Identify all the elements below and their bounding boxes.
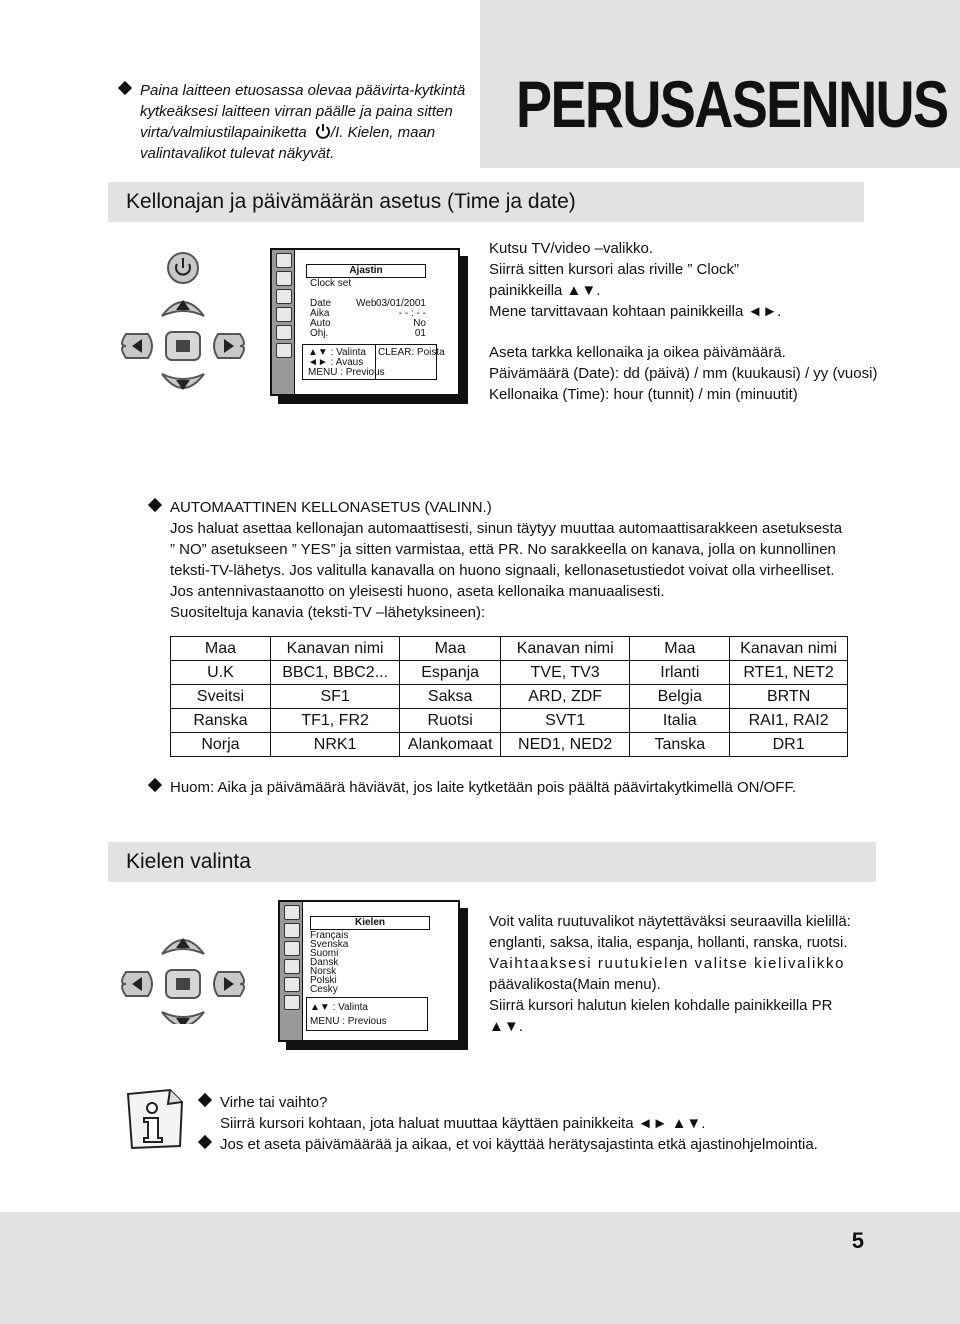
osd-header: Ajastin [306,264,426,278]
osd-help: MENU : Previous [308,367,385,378]
intro-line: virta/valmiustilapainiketta [140,124,307,141]
table-header-cell: Kanavan nimi [730,637,848,661]
auto-text-line: Jos haluat asettaa kellonajan automaattisesti, sinun täytyy muuttaa automaattisarakkeen asetuksesta [170,520,843,537]
info-icon [122,1088,186,1150]
osd-clock-menu [270,248,460,396]
section-title: Kielen valinta [126,850,251,873]
osd-row-label: Aika [310,308,330,319]
intro-line: /I. Kielen, maan [330,124,436,141]
bullet-icon [148,498,162,512]
osd-sub: Clock set [310,278,352,289]
instruction-line: Päivämäärä (Date): dd (päivä) / mm (kuukausi) / yy (vuosi) [489,365,878,382]
bullet-icon [198,1135,212,1149]
auto-text-line: Suositeltuja kanavia (teksti-TV –lähetyksineen): [170,604,486,621]
table-header-cell: Kanavan nimi [500,637,629,661]
instruction-line: englanti, saksa, italia, espanja, hollanti, ranska, ruotsi. [489,934,848,951]
auto-clock-section [150,497,870,623]
instruction-line: Vaihtaaksesi ruutukielen valitse kielivalikko [489,955,846,972]
table-cell: Irlanti [630,661,730,685]
table-cell: RAI1, RAI2 [730,709,848,733]
language-option[interactable]: Polski [310,975,337,986]
table-cell: Belgia [630,685,730,709]
instruction-line: Aseta tarkka kellonaika ja oikea päivämäärä. [489,344,786,361]
table-cell: Sveitsi [171,685,271,709]
section-heading-time-date [108,182,864,222]
instruction-line: ▲▼. [489,1018,523,1035]
instruction-line: Siirrä kursori halutun kielen kohdalle painikkeilla PR [489,997,833,1014]
intro-line: valintavalikot tulevat näkyvät. [140,145,335,162]
section-title: Kellonajan ja päivämäärän asetus (Time ja date) [126,190,576,213]
table-cell: TF1, FR2 [270,709,399,733]
instruction-line: Voit valita ruutuvalikot näytettäväksi seuraavilla kielillä: [489,913,851,930]
osd-language-menu [278,900,460,1042]
page-number: 5 [851,1228,864,1253]
auto-text-line: teksti-TV-lähetys. Jos valitulla kanavalla on huono signaali, kellonasetustiedot voivat olla virheelliset. [170,562,835,579]
table-cell: Alankomaat [400,733,501,757]
osd-row-label: Date [310,298,332,309]
table-cell: Tanska [630,733,730,757]
intro-text [120,80,480,164]
title-band [480,0,960,168]
section-heading-language [108,842,876,882]
osd-row-label: Auto [310,318,331,329]
osd-row-value: 03/01/2001 [375,298,426,309]
bullet-icon [198,1093,212,1107]
table-cell: NED1, NED2 [500,733,629,757]
table-cell: Espanja [400,661,501,685]
note [150,777,910,798]
instruction-line: painikkeilla ▲▼. [489,282,601,299]
intro-line: kytkeäksesi laitteen virran päälle ja paina sitten [140,103,453,120]
table-cell: BBC1, BBC2... [270,661,399,685]
osd-clear: CLEAR: Poista [378,347,445,358]
osd-help: ◄► : Avaus [308,357,364,368]
table-cell: DR1 [730,733,848,757]
osd-row-value: - - : - - [398,308,426,319]
language-option[interactable]: Norsk [310,966,337,977]
language-option[interactable]: Français [310,930,349,941]
channel-table [170,636,848,757]
footer-band [0,1212,960,1324]
table-cell: Norja [171,733,271,757]
osd-help: MENU : Previous [310,1016,387,1027]
table-header-cell: Maa [171,637,271,661]
language-instructions [489,911,879,1037]
instruction-line: Siirrä sitten kursori alas riville ” Clock” [489,261,740,278]
bullet-icon [148,778,162,792]
info-text: Siirrä kursori kohtaan, jota haluat muuttaa käyttäen painikkeita ◄► ▲▼. [220,1115,706,1132]
table-cell: ARD, ZDF [500,685,629,709]
language-option[interactable]: Svenska [310,939,349,950]
instruction-line: Kellonaika (Time): hour (tunnit) / min (minuutit) [489,386,798,403]
table-cell: BRTN [730,685,848,709]
table-cell: Saksa [400,685,501,709]
info-text: Virhe tai vaihto? [220,1094,328,1111]
remote-control-icon [118,246,248,396]
instruction-line: Mene tarvittavaan kohtaan painikkeilla ◄►. [489,303,782,320]
remote-control-icon [118,934,248,1024]
info-notes [200,1092,940,1155]
osd-row-mid: Web [356,298,377,309]
osd-row-value: No [413,318,426,329]
osd-row-value: 01 [414,328,426,339]
menu-icon-strip [272,250,295,394]
table-cell: TVE, TV3 [500,661,629,685]
menu-icon-strip [280,902,303,1040]
table-row [171,685,848,709]
osd-help: ▲▼ : Valinta [310,1002,368,1013]
auto-text-line: Jos antennivastaanotto on yleisesti huono, aseta kellonaika manuaalisesti. [170,583,665,600]
table-cell: NRK1 [270,733,399,757]
table-row [171,661,848,685]
auto-heading: AUTOMAATTINEN KELLONASETUS (VALINN.) [170,499,492,516]
table-cell: Ranska [171,709,271,733]
bullet-icon [118,81,132,95]
instruction-line: Kutsu TV/video –valikko. [489,240,653,257]
table-cell: Ruotsi [400,709,501,733]
language-option[interactable]: Suomi [310,948,339,959]
info-text: Jos et aseta päivämäärää ja aikaa, et voi käyttää herätysajastinta etkä ajastinohjelmointia. [220,1136,818,1153]
osd-header: Kielen [310,916,430,930]
page-title: PERUSASENNUS [516,67,948,141]
intro-line: Paina laitteen etuosassa olevaa päävirta-kytkintä [140,82,466,99]
language-option[interactable]: Cesky [310,984,338,995]
auto-text-line: ” NO” asetukseen ” YES” ja sitten varmistaa, että PR. No sarakkeella on kanava, jolla on kunnollinen [170,541,836,558]
table-cell: RTE1, NET2 [730,661,848,685]
power-icon [315,123,331,139]
instruction-line: päävalikosta(Main menu). [489,976,661,993]
osd-help: ▲▼ : Valinta [308,347,366,358]
table-cell: SVT1 [500,709,629,733]
table-header-row [171,637,848,661]
table-row [171,709,848,733]
table-row [171,733,848,757]
table-header-cell: Maa [630,637,730,661]
table-header-cell: Kanavan nimi [270,637,399,661]
table-cell: SF1 [270,685,399,709]
table-cell: U.K [171,661,271,685]
clock-instructions [489,238,929,405]
table-cell: Italia [630,709,730,733]
table-header-cell: Maa [400,637,501,661]
osd-row-label: Ohj. [310,328,329,339]
note-text: Huom: Aika ja päivämäärä häviävät, jos laite kytketään pois päältä päävirtakytkimellä ON/OFF. [170,779,797,796]
language-option[interactable]: Dansk [310,957,339,968]
